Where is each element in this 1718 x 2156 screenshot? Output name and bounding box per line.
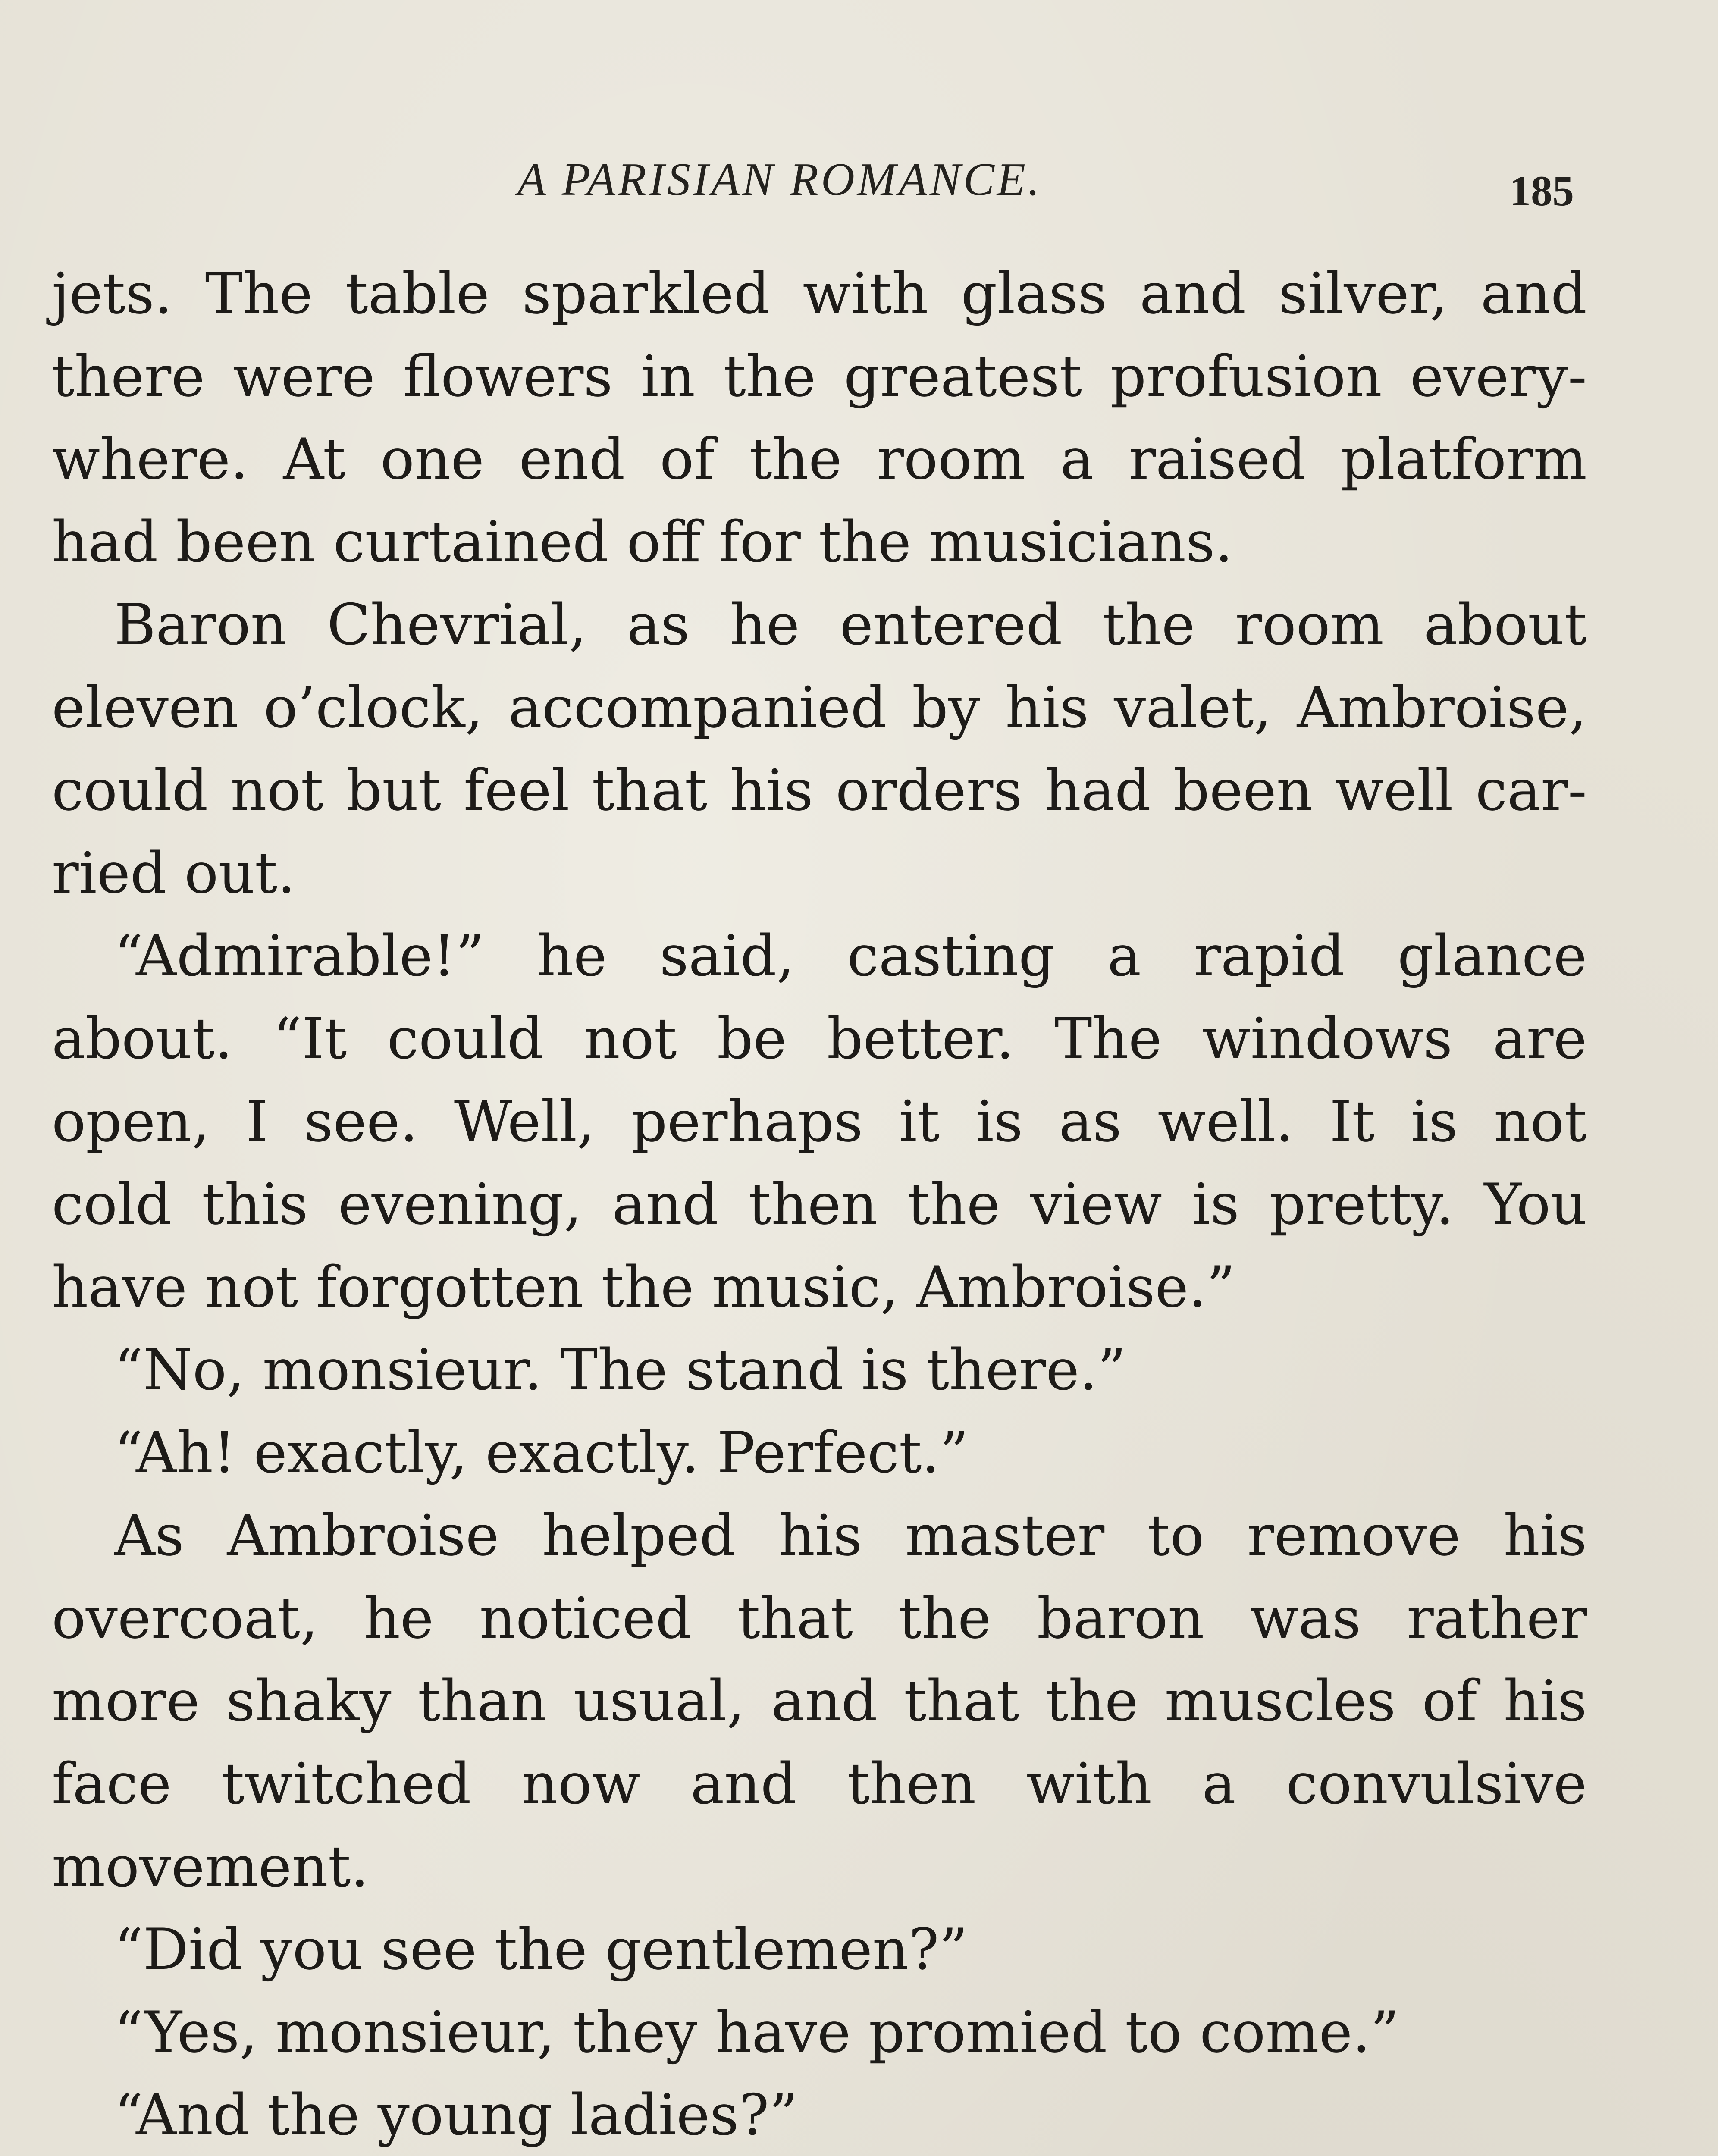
- text-line: Baron Chevrial, as he entered the room about: [114, 592, 1587, 658]
- text-line: there were flowers in the greatest profusion every-: [52, 343, 1587, 409]
- text-line: face twitched now and then with a convulsive: [52, 1751, 1587, 1817]
- text-line: eleven o’clock, accompanied by his valet, Ambroise,: [52, 674, 1587, 740]
- text-line: “No, monsieur. The stand is there.”: [114, 1337, 1126, 1403]
- page-number: 185: [1509, 167, 1574, 215]
- text-line: cold this evening, and then the view is pretty. You: [52, 1171, 1587, 1237]
- text-line: more shaky than usual, and that the muscles of his: [52, 1668, 1587, 1734]
- text-line: could not but feel that his orders had been well car-: [52, 757, 1587, 823]
- text-line: “Yes, monsieur, they have promied to come.”: [114, 1999, 1399, 2065]
- text-line: “Admirable!” he said, casting a rapid glance: [114, 923, 1587, 989]
- text-line: “Did you see the gentlemen?”: [114, 1916, 968, 1982]
- text-line: “Ah! exactly, exactly. Perfect.”: [114, 1420, 969, 1485]
- text-line: about. “It could not be better. The windows are: [52, 1006, 1587, 1072]
- text-line: have not forgotten the music, Ambroise.”: [52, 1254, 1235, 1320]
- text-line: where. At one end of the room a raised platform: [52, 426, 1587, 492]
- text-line: movement.: [52, 1833, 369, 1899]
- text-line: had been curtained off for the musicians.: [52, 509, 1233, 575]
- text-line: overcoat, he noticed that the baron was rather: [52, 1585, 1587, 1651]
- text-line: jets. The table sparkled with glass and silver, and: [52, 260, 1587, 326]
- text-line: “And the young ladies?”: [114, 2082, 798, 2148]
- text-line: open, I see. Well, perhaps it is as well. It is not: [52, 1088, 1587, 1154]
- text-line: ried out.: [52, 840, 296, 906]
- text-line: As Ambroise helped his master to remove his: [114, 1502, 1587, 1568]
- body-text: [52, 252, 1587, 2156]
- running-head: A PARISIAN ROMANCE.: [517, 154, 1042, 205]
